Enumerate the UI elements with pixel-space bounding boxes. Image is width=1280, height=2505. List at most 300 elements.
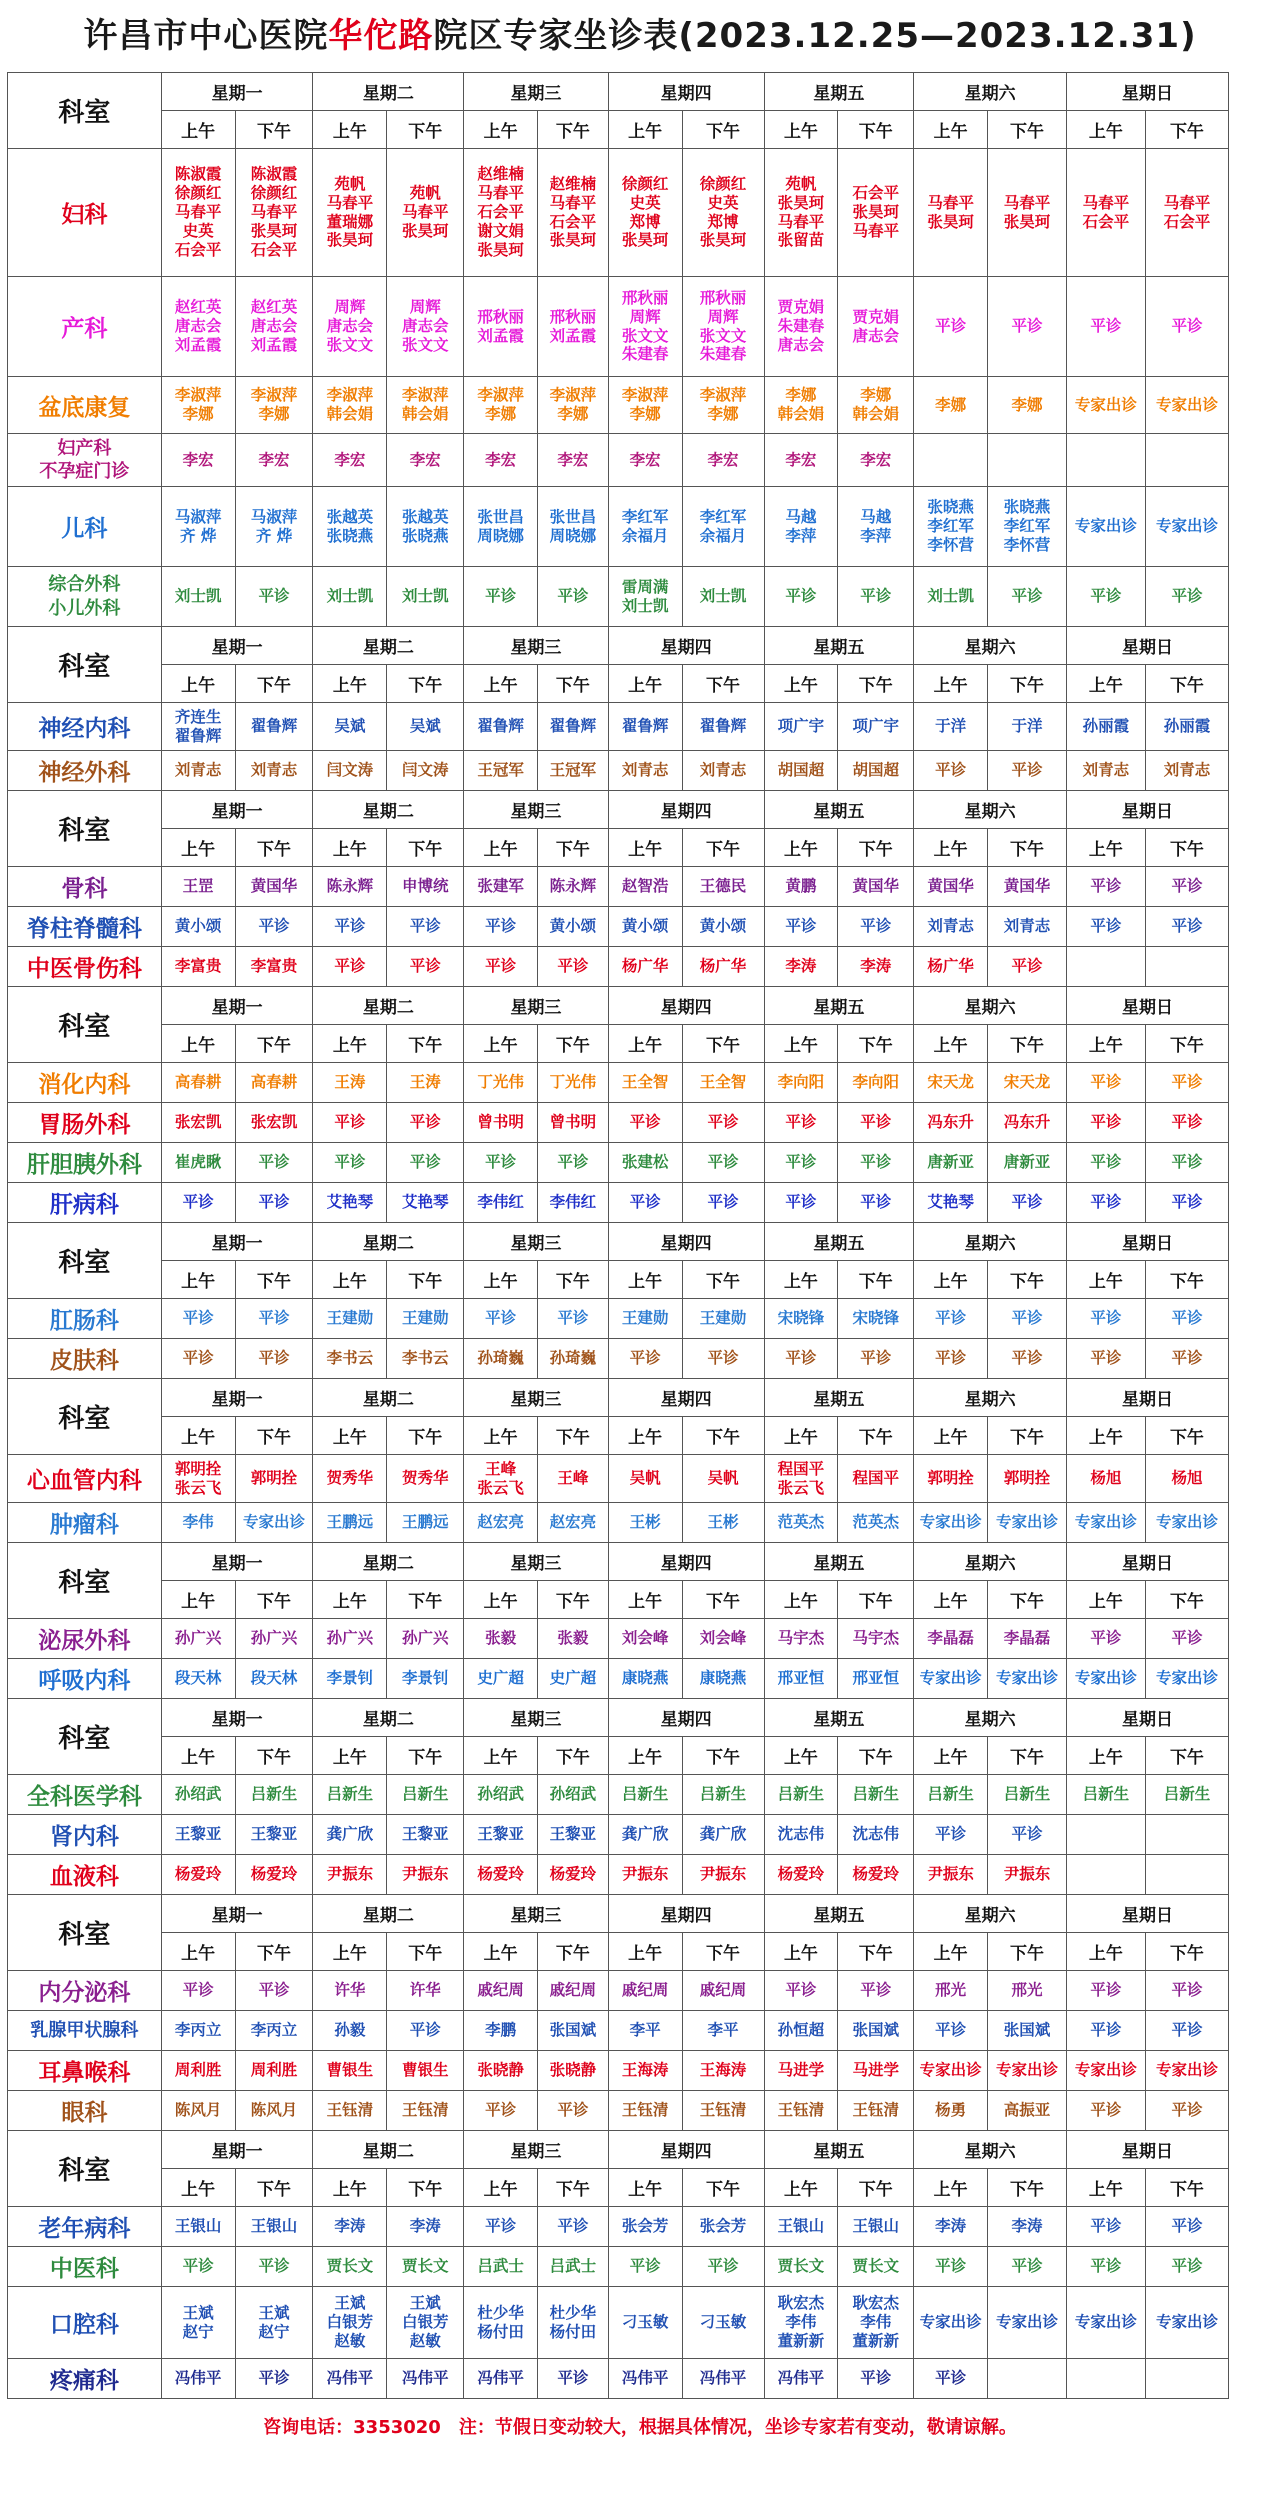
doctor-name: 尹振东 — [1003, 1865, 1051, 1884]
doctor-cell — [387, 1103, 464, 1143]
doctor-name: 郭明拴 — [250, 1469, 298, 1488]
doctor-cell — [838, 1339, 914, 1379]
pm-header: 下午 — [537, 1737, 608, 1775]
header-row-days — [8, 1895, 1229, 1933]
doctor-cell — [235, 434, 313, 487]
doctor-cell — [313, 1503, 387, 1543]
doctor-name: 平诊 — [334, 957, 366, 976]
pm-header: 下午 — [682, 2169, 764, 2207]
doctor-cell — [608, 149, 682, 277]
doctor-cell — [914, 434, 988, 487]
doctor-cell — [988, 1971, 1067, 2011]
doctor-cell — [682, 2051, 764, 2091]
pm-header: 下午 — [1145, 1737, 1228, 1775]
doctor-name: 曹银生 — [326, 2061, 374, 2080]
pm-header: 下午 — [537, 111, 608, 149]
doctor-cell — [1145, 377, 1228, 434]
am-header: 上午 — [161, 1581, 235, 1619]
doctor-cell — [608, 1855, 682, 1895]
am-header: 上午 — [914, 1261, 988, 1299]
doctor-name: 孙琦巍 — [477, 1349, 524, 1368]
doctor-cell — [387, 2359, 464, 2399]
doctor-name: 冯伟平 — [326, 2369, 374, 2388]
doctor-name: 赵宏亮 — [477, 1513, 524, 1532]
doctor-cell — [235, 2359, 313, 2399]
table-row — [8, 1503, 1229, 1543]
doctor-name: 李宏 — [182, 450, 214, 469]
doctor-name: 赵敏 — [334, 2331, 366, 2350]
doctor-name: 李娜 — [258, 405, 290, 423]
dept-name-line: 肾内科 — [49, 1824, 119, 1850]
pm-header: 下午 — [1145, 1417, 1228, 1455]
dept-name — [8, 1143, 162, 1183]
doctor-name: 平诊 — [1090, 2217, 1122, 2236]
dept-name — [8, 1775, 162, 1815]
pm-header: 下午 — [537, 1581, 608, 1619]
am-header: 上午 — [608, 1261, 682, 1299]
doctor-name: 曾书明 — [549, 1113, 597, 1132]
doctor-name: 赵红英 — [250, 298, 298, 317]
dept-name — [8, 277, 162, 377]
am-header: 上午 — [313, 1025, 387, 1063]
doctor-cell — [914, 1619, 988, 1659]
title-highlight: 华佗路 — [328, 16, 434, 56]
doctor-name: 李平 — [629, 2021, 661, 2040]
doctor-name: 周利胜 — [250, 2061, 298, 2080]
doctor-name: 张昊珂 — [852, 203, 900, 222]
doctor-name: 李娜 — [785, 386, 817, 405]
dept-name-line: 肝病科 — [49, 1192, 119, 1218]
doctor-name: 孙绍武 — [477, 1785, 524, 1804]
doctor-name: 张建松 — [621, 1153, 669, 1172]
doctor-cell — [235, 1815, 313, 1855]
doctor-cell — [988, 277, 1067, 377]
doctor-name: 张文文 — [699, 326, 747, 345]
doctor-cell — [682, 1455, 764, 1503]
dept-name-line: 疼痛科 — [49, 2368, 119, 2394]
header-row-ampm — [8, 1261, 1229, 1299]
doctor-name: 王建勋 — [621, 1309, 669, 1328]
am-header: 上午 — [313, 1933, 387, 1971]
doctor-name: 王斌 — [334, 2294, 366, 2313]
doctor-name: 翟鲁辉 — [621, 717, 669, 736]
dept-name — [8, 2359, 162, 2399]
doctor-name: 项广宇 — [852, 717, 900, 736]
day-header: 星期一 — [161, 2131, 313, 2169]
doctor-cell — [464, 1455, 538, 1503]
doctor-cell — [838, 2207, 914, 2247]
dept-name-line: 肿瘤科 — [49, 1512, 119, 1538]
day-header: 星期二 — [313, 1895, 464, 1933]
doctor-name: 吕新生 — [927, 1785, 974, 1804]
doctor-name: 平诊 — [785, 1981, 817, 2000]
doctor-name: 李红军 — [1003, 517, 1051, 536]
doctor-cell — [608, 2091, 682, 2131]
pm-header: 下午 — [387, 1933, 464, 1971]
doctor-name: 杨旭 — [1171, 1469, 1203, 1488]
doctor-name: 郑博 — [707, 212, 739, 231]
doctor-cell — [682, 907, 764, 947]
doctor-cell — [914, 1339, 988, 1379]
doctor-name: 吕新生 — [250, 1785, 298, 1804]
pm-header: 下午 — [1145, 1261, 1228, 1299]
doctor-cell — [764, 2051, 838, 2091]
doctor-name: 刘士凯 — [326, 587, 374, 606]
pm-header: 下午 — [235, 111, 313, 149]
doctor-cell — [161, 1775, 235, 1815]
doctor-cell — [537, 1299, 608, 1339]
doctor-name: 陈淑霞 — [250, 165, 298, 184]
doctor-name: 韩会娟 — [326, 405, 374, 423]
doctor-name: 史英 — [629, 193, 661, 212]
doctor-cell — [537, 751, 608, 791]
doctor-name: 杨爱玲 — [777, 1865, 825, 1884]
doctor-cell — [1066, 1855, 1145, 1895]
header-row-days — [8, 791, 1229, 829]
doctor-name: 刘士凯 — [401, 587, 449, 606]
doctor-cell — [537, 567, 608, 627]
doctor-cell — [764, 907, 838, 947]
doctor-name: 赵维楠 — [549, 174, 597, 193]
doctor-cell — [387, 867, 464, 907]
table-row — [8, 1971, 1229, 2011]
doctor-cell — [387, 947, 464, 987]
doctor-cell — [464, 2287, 538, 2359]
doctor-cell — [764, 1503, 838, 1543]
pm-header: 下午 — [537, 1417, 608, 1455]
doctor-name: 石会平 — [549, 212, 597, 231]
pm-header: 下午 — [838, 1737, 914, 1775]
doctor-name: 李伟 — [182, 1513, 214, 1532]
doctor-cell — [1066, 2359, 1145, 2399]
doctor-name: 王斌 — [258, 2303, 290, 2322]
am-header: 上午 — [313, 1261, 387, 1299]
am-header: 上午 — [161, 1025, 235, 1063]
doctor-cell — [914, 1775, 988, 1815]
doctor-name: 史广超 — [549, 1669, 597, 1688]
doctor-cell — [537, 2207, 608, 2247]
doctor-cell — [1066, 277, 1145, 377]
doctor-name: 平诊 — [258, 587, 290, 606]
doctor-name: 唐新亚 — [927, 1153, 974, 1172]
doctor-name: 平诊 — [1090, 917, 1122, 936]
doctor-name: 李伟红 — [477, 1193, 524, 1212]
doctor-cell — [387, 2051, 464, 2091]
doctor-cell — [537, 2247, 608, 2287]
doctor-name: 平诊 — [1090, 1349, 1122, 1368]
doctor-name: 谢文娟 — [477, 221, 524, 240]
doctor-cell — [988, 149, 1067, 277]
doctor-name: 李富贵 — [250, 957, 298, 976]
doctor-name: 沈志伟 — [777, 1825, 825, 1844]
doctor-name: 高春耕 — [250, 1073, 298, 1092]
doctor-cell — [608, 1299, 682, 1339]
dept-name — [8, 1503, 162, 1543]
doctor-name: 唐志会 — [777, 335, 825, 354]
dept-name-line: 肛肠科 — [49, 1308, 119, 1334]
doctor-name: 平诊 — [409, 917, 441, 936]
table-row — [8, 2091, 1229, 2131]
doctor-cell — [764, 1455, 838, 1503]
pm-header: 下午 — [988, 111, 1067, 149]
doctor-cell — [464, 1143, 538, 1183]
doctor-name: 李娜 — [707, 405, 739, 423]
doctor-name: 杜少华 — [549, 2303, 597, 2322]
dept-name — [8, 1103, 162, 1143]
doctor-name: 王黎亚 — [477, 1825, 524, 1844]
doctor-cell — [988, 1503, 1067, 1543]
doctor-name: 宋晓锋 — [777, 1309, 825, 1328]
doctor-name: 平诊 — [334, 917, 366, 936]
doctor-name: 平诊 — [785, 1193, 817, 1212]
pm-header: 下午 — [838, 111, 914, 149]
doctor-name: 徐颜红 — [250, 184, 298, 203]
doctor-cell — [161, 1815, 235, 1855]
table-row — [8, 2287, 1229, 2359]
doctor-cell — [161, 1299, 235, 1339]
dept-name-line: 骨科 — [61, 876, 108, 902]
dept-name-line: 综合外科 — [48, 574, 121, 596]
am-header: 上午 — [464, 1933, 538, 1971]
pm-header: 下午 — [988, 1417, 1067, 1455]
doctor-name: 史英 — [707, 193, 739, 212]
doctor-name: 刘士凯 — [927, 587, 974, 606]
header-row-days — [8, 627, 1229, 665]
doctor-cell — [1145, 703, 1228, 751]
page-title — [0, 0, 1280, 72]
am-header: 上午 — [1066, 111, 1145, 149]
doctor-name: 吕新生 — [1003, 1785, 1051, 1804]
doctor-name: 张世昌 — [477, 507, 524, 526]
doctor-name: 刘青志 — [1082, 761, 1130, 780]
doctor-cell — [914, 1103, 988, 1143]
header-row-ampm — [8, 665, 1229, 703]
doctor-name: 翟鲁辉 — [477, 717, 524, 736]
doctor-name: 平诊 — [557, 957, 589, 976]
doctor-name: 专家出诊 — [243, 1513, 306, 1532]
doctor-cell — [537, 434, 608, 487]
doctor-name: 徐颜红 — [174, 184, 222, 203]
doctor-name: 王建勋 — [699, 1309, 747, 1328]
doctor-name: 张昊珂 — [401, 221, 449, 240]
doctor-cell — [682, 751, 764, 791]
doctor-cell — [161, 434, 235, 487]
doctor-name: 专家出诊 — [995, 2313, 1058, 2332]
pm-header: 下午 — [682, 1261, 764, 1299]
day-header: 星期日 — [1066, 1699, 1228, 1737]
doctor-name: 李伟 — [860, 2313, 892, 2332]
doctor-name: 王黎亚 — [549, 1825, 597, 1844]
day-header: 星期六 — [914, 1223, 1067, 1261]
dept-name — [8, 567, 162, 627]
doctor-cell — [1066, 1815, 1145, 1855]
doctor-cell — [387, 703, 464, 751]
doctor-name: 平诊 — [707, 1113, 739, 1132]
am-header: 上午 — [464, 1025, 538, 1063]
doctor-cell — [838, 907, 914, 947]
doctor-name: 专家出诊 — [1074, 1513, 1137, 1532]
day-header: 星期一 — [161, 1223, 313, 1261]
am-header: 上午 — [914, 1581, 988, 1619]
doctor-name: 黄鹏 — [785, 877, 817, 896]
doctor-name: 许华 — [409, 1981, 441, 2000]
doctor-name: 杨爱玲 — [477, 1865, 524, 1884]
doctor-cell — [682, 1339, 764, 1379]
day-header: 星期六 — [914, 1699, 1067, 1737]
doctor-name: 戚纪周 — [621, 1981, 669, 2000]
day-header: 星期四 — [608, 987, 764, 1025]
doctor-name: 吕武士 — [477, 2257, 524, 2276]
doctor-cell — [682, 2359, 764, 2399]
doctor-name: 王钰清 — [326, 2101, 374, 2120]
doctor-name: 吴斌 — [334, 717, 366, 736]
doctor-name: 唐志会 — [852, 326, 900, 345]
doctor-name: 平诊 — [860, 1153, 892, 1172]
day-header: 星期一 — [161, 1379, 313, 1417]
doctor-cell — [764, 1299, 838, 1339]
doctor-cell — [464, 277, 538, 377]
doctor-cell — [764, 434, 838, 487]
doctor-name: 平诊 — [1171, 2217, 1203, 2236]
doctor-cell — [161, 1855, 235, 1895]
doctor-name: 韩会娟 — [777, 405, 825, 423]
doctor-name: 平诊 — [258, 1349, 290, 1368]
doctor-cell — [313, 947, 387, 987]
doctor-cell — [988, 1183, 1067, 1223]
doctor-cell — [838, 487, 914, 567]
pm-header: 下午 — [387, 2169, 464, 2207]
doctor-name: 黄国华 — [1003, 877, 1051, 896]
doctor-name: 吕新生 — [401, 1785, 449, 1804]
doctor-name: 平诊 — [1171, 317, 1203, 336]
pm-header: 下午 — [988, 1581, 1067, 1619]
doctor-name: 王涛 — [409, 1073, 441, 1092]
pm-header: 下午 — [387, 829, 464, 867]
doctor-cell — [608, 1659, 682, 1699]
doctor-name: 申博统 — [401, 877, 449, 896]
table-row — [8, 1855, 1229, 1895]
doctor-cell — [838, 1659, 914, 1699]
pm-header: 下午 — [682, 1417, 764, 1455]
doctor-name: 徐颜红 — [699, 174, 747, 193]
doctor-cell — [537, 1971, 608, 2011]
pm-header: 下午 — [682, 1933, 764, 1971]
doctor-name: 王黎亚 — [250, 1825, 298, 1844]
header-row-days — [8, 1699, 1229, 1737]
doctor-name: 平诊 — [1090, 877, 1122, 896]
doctor-cell — [161, 567, 235, 627]
doctor-cell — [235, 1971, 313, 2011]
doctor-name: 李淑萍 — [250, 386, 298, 405]
doctor-name: 许华 — [334, 1981, 366, 2000]
doctor-cell — [537, 2051, 608, 2091]
doctor-cell — [464, 487, 538, 567]
doctor-name: 黄国华 — [852, 877, 900, 896]
doctor-name: 刘青志 — [1003, 917, 1051, 936]
am-header: 上午 — [914, 665, 988, 703]
doctor-name: 王建勋 — [326, 1309, 374, 1328]
doctor-name: 李红军 — [621, 507, 669, 526]
doctor-cell — [608, 2011, 682, 2051]
doctor-cell — [313, 1815, 387, 1855]
doctor-cell — [235, 1503, 313, 1543]
doctor-name: 余福月 — [621, 526, 669, 545]
doctor-cell — [838, 2051, 914, 2091]
doctor-name: 段天林 — [250, 1669, 298, 1688]
doctor-cell — [387, 1143, 464, 1183]
doctor-name: 程国平 — [777, 1459, 825, 1478]
doctor-cell — [235, 1063, 313, 1103]
dept-name — [8, 1063, 162, 1103]
doctor-cell — [537, 1855, 608, 1895]
doctor-name: 吕新生 — [621, 1785, 669, 1804]
doctor-name: 张晓燕 — [1003, 498, 1051, 517]
day-header: 星期二 — [313, 1543, 464, 1581]
doctor-name: 唐志会 — [326, 317, 374, 336]
doctor-name: 于洋 — [1011, 717, 1043, 736]
doctor-name: 张云飞 — [174, 1478, 222, 1497]
doctor-cell — [161, 377, 235, 434]
doctor-name: 李淑萍 — [326, 386, 374, 405]
doctor-cell — [1145, 277, 1228, 377]
doctor-name: 平诊 — [485, 1309, 517, 1328]
doctor-cell — [988, 1659, 1067, 1699]
doctor-name: 平诊 — [860, 2369, 892, 2388]
doctor-cell — [313, 149, 387, 277]
doctor-cell — [988, 1855, 1067, 1895]
dept-name-line: 内分泌科 — [38, 1980, 131, 2006]
doctor-name: 冯伟平 — [777, 2369, 825, 2388]
doctor-cell — [1066, 434, 1145, 487]
doctor-name: 张昊珂 — [621, 231, 669, 250]
day-header: 星期五 — [764, 791, 914, 829]
header-row-days — [8, 987, 1229, 1025]
doctor-cell — [838, 434, 914, 487]
doctor-cell — [235, 907, 313, 947]
doctor-name: 平诊 — [1090, 2101, 1122, 2120]
doctor-cell — [764, 1855, 838, 1895]
dept-name-line: 不孕症门诊 — [39, 461, 130, 482]
doctor-cell — [682, 1063, 764, 1103]
am-header: 上午 — [313, 665, 387, 703]
doctor-name: 王海涛 — [699, 2061, 747, 2080]
doctor-name: 邢秋丽 — [621, 288, 669, 307]
doctor-name: 平诊 — [1011, 761, 1043, 780]
day-header: 星期六 — [914, 791, 1067, 829]
doctor-cell — [682, 2207, 764, 2247]
doctor-cell — [988, 2051, 1067, 2091]
doctor-name: 李娜 — [485, 405, 517, 423]
doctor-cell — [914, 2359, 988, 2399]
doctor-name: 杨付田 — [477, 2322, 524, 2341]
doctor-name: 平诊 — [1171, 2257, 1203, 2276]
doctor-cell — [1066, 1183, 1145, 1223]
doctor-name: 张文文 — [326, 335, 374, 354]
doctor-name: 杨爱玲 — [174, 1865, 222, 1884]
doctor-cell — [1066, 377, 1145, 434]
pm-header: 下午 — [537, 2169, 608, 2207]
doctor-name: 平诊 — [485, 2101, 517, 2120]
doctor-cell — [1145, 1339, 1228, 1379]
day-header: 星期四 — [608, 1699, 764, 1737]
doctor-name: 平诊 — [629, 1193, 661, 1212]
doctor-cell — [464, 2011, 538, 2051]
doctor-name: 平诊 — [1090, 317, 1122, 336]
doctor-cell — [682, 277, 764, 377]
doctor-name: 宋晓锋 — [852, 1309, 900, 1328]
doctor-cell — [764, 1619, 838, 1659]
day-header: 星期一 — [161, 1543, 313, 1581]
